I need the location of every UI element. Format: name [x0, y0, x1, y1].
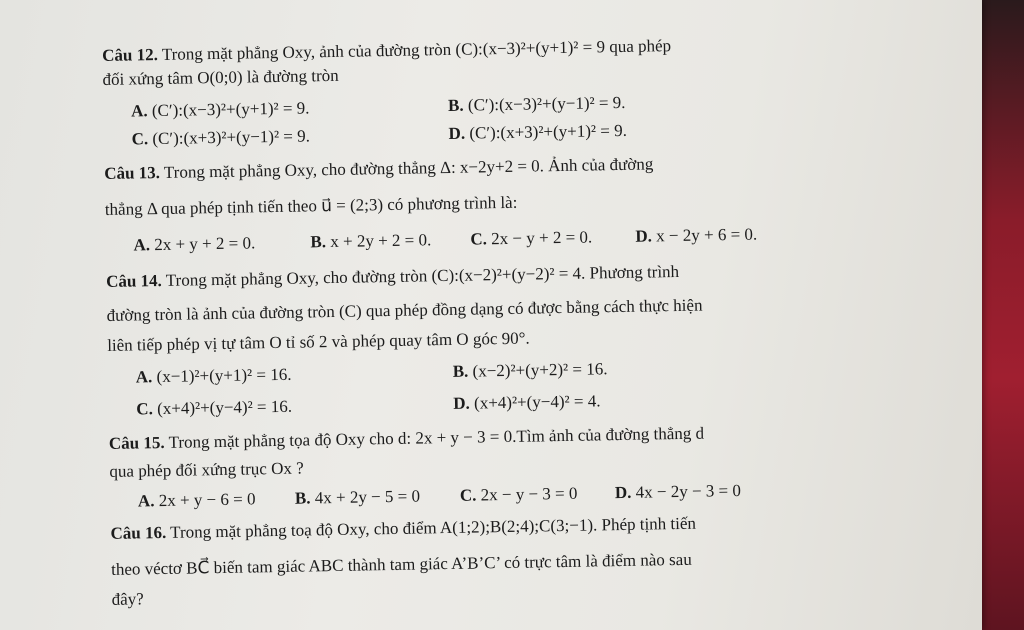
q14-line-1 [106, 262, 679, 292]
q15-stem: Trong mặt phẳng tọa độ Oxy cho d: 2x + y − 3 = 0.Tìm ảnh của đường thẳng d [168, 423, 705, 452]
q13-line-2: thẳng Δ qua phép tịnh tiến theo u⃗ = (2;3) có phương trình là: [104, 192, 518, 219]
q14-stem: Trong mặt phẳng Oxy, cho đường tròn (C):(x−2)²+(y−2)² = 4. Phương trình [165, 261, 680, 290]
q12-option-c: C. (C′):(x+3)²+(y−1)² = 9. [131, 126, 311, 149]
q12-line-1 [102, 36, 671, 66]
q15-line-1 [109, 424, 704, 455]
q13-option-b: B. x + 2y + 2 = 0. [310, 230, 432, 252]
q14-line-2: đường tròn là ảnh của đường tròn (C) qua phép đồng dạng có được bằng cách thực hiện [106, 295, 703, 325]
q13-option-a: A. 2x + y + 2 = 0. [133, 233, 256, 255]
q14-line-3: liên tiếp phép vị tự tâm O tỉ số 2 và phép quay tâm O góc 90°. [107, 328, 530, 355]
q12-stem: Trong mặt phẳng Oxy, ảnh của đường tròn (C):(x−3)²+(y+1)² = 9 qua phép [161, 36, 672, 64]
q16-number: Câu 16. [110, 522, 167, 543]
q14-option-c: C. (x+4)²+(y−4)² = 16. [136, 396, 293, 419]
q13-line-1 [104, 154, 653, 184]
q16-line-2: theo véctơ BC⃗ biến tam giác ABC thành tam giác A’B’C’ có trực tâm là điểm nào sau [110, 549, 692, 579]
q15-option-d: D. 4x − 2y − 3 = 0 [614, 480, 742, 503]
q12-line-2: đối xứng tâm O(0;0) là đường tròn [102, 65, 339, 89]
q14-option-b: B. (x−2)²+(y+2)² = 16. [452, 359, 608, 381]
q15-number: Câu 15. [108, 432, 165, 453]
q15-option-a: A. 2x + y − 6 = 0 [137, 489, 256, 511]
q15-option-b: B. 4x + 2y − 5 = 0 [294, 486, 421, 508]
q14-option-d: D. (x+4)²+(y−4)² = 4. [453, 391, 601, 413]
q13-option-c: C. 2x − y + 2 = 0. [470, 227, 593, 249]
q16-line-3: đây? [111, 589, 144, 609]
q12-option-a: A. (C′):(x−3)²+(y+1)² = 9. [130, 98, 310, 121]
q14-option-a: A. (x−1)²+(y+1)² = 16. [135, 364, 292, 387]
q16-stem: Trong mặt phẳng toạ độ Oxy, cho điểm A(1;2);B(2;4);C(3;−1). Phép tịnh tiến [170, 513, 697, 542]
q13-number: Câu 13. [104, 163, 161, 183]
q13-option-d: D. x − 2y + 6 = 0. [635, 224, 758, 246]
q15-option-c: C. 2x − y − 3 = 0 [459, 483, 578, 505]
q16-line-1 [110, 514, 696, 545]
q14-number: Câu 14. [105, 270, 163, 291]
q13-stem: Trong mặt phẳng Oxy, cho đường thẳng Δ: x−2y+2 = 0. Ảnh của đường [163, 154, 654, 182]
q15-line-2: qua phép đối xứng trục Ox ? [109, 458, 304, 481]
q12-option-b: B. (C′):(x−3)²+(y−1)² = 9. [447, 92, 626, 115]
q12-number: Câu 12. [102, 45, 159, 65]
q12-option-d: D. (C′):(x+3)²+(y+1)² = 9. [448, 120, 628, 143]
question-list [102, 32, 912, 609]
